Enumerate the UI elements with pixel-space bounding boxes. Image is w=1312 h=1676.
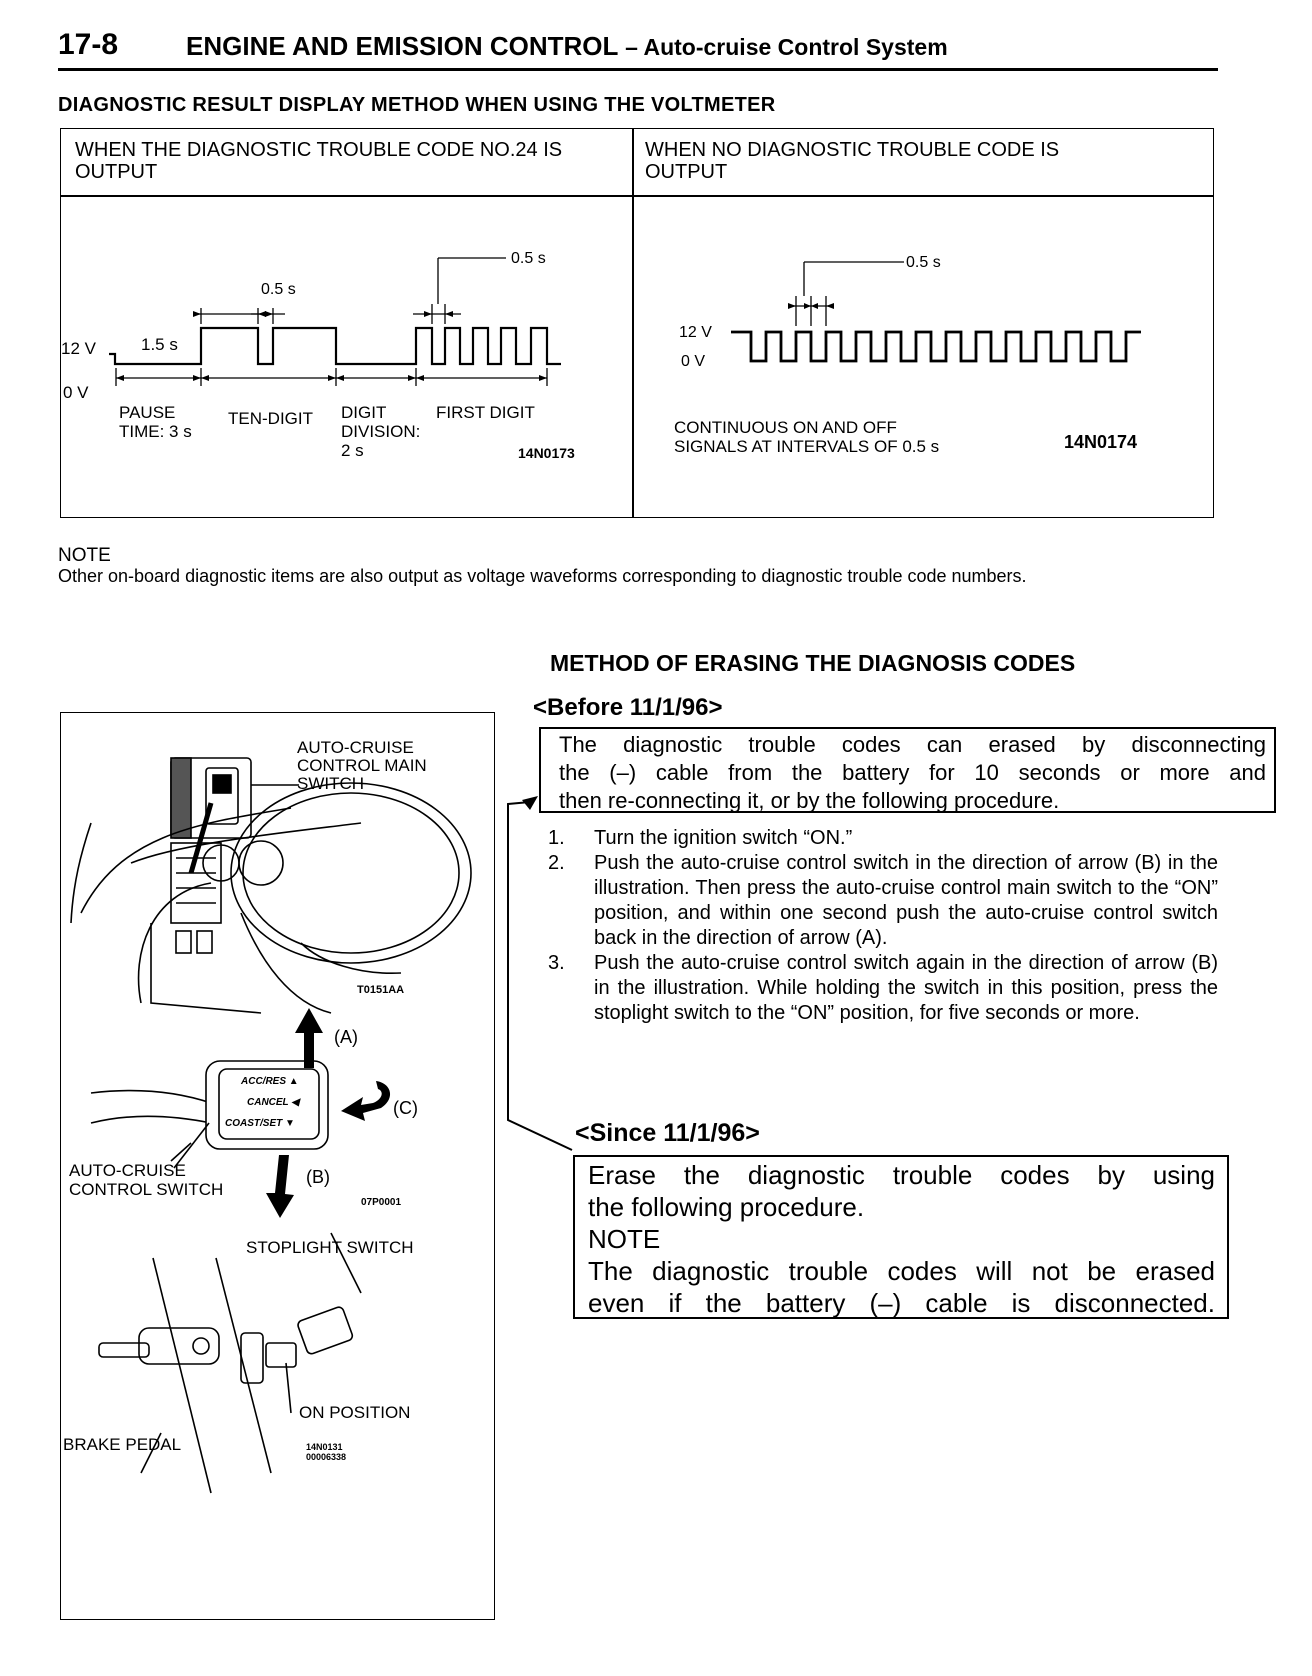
switch-acc-res: ACC/RES ▲ <box>241 1076 299 1087</box>
step-1-text: Turn the ignition switch “ON.” <box>594 827 853 849</box>
arrow-c-icon <box>341 1081 390 1121</box>
step-2-text: Push the auto-cruise control switch in the direction of arrow (B) in the illustration. Then press the auto-cruise control main switch to the “ON” position, and within one second push the auto-cruise control switch back in the direction of arrow (A). <box>594 852 1218 949</box>
right-0v-label: 0 V <box>681 353 706 370</box>
voltmeter-table <box>60 128 1214 518</box>
before-line-2: the (–) cable from the battery for 10 seconds or more and <box>559 760 1266 785</box>
left-header-line1: WHEN THE DIAGNOSTIC TROUBLE CODE NO.24 IS <box>75 139 563 161</box>
figure-code-07p0001: 07P0001 <box>361 1197 402 1208</box>
left-0-5s-label-a: 0.5 s <box>261 281 296 298</box>
arrow-b-label: (B) <box>306 1167 330 1187</box>
header-rule <box>58 68 1218 71</box>
cruise-switch-label-2: CONTROL SWITCH <box>69 1180 224 1199</box>
right-header-line2: OUTPUT <box>645 161 728 183</box>
figure-code-14n0173: 14N0173 <box>518 445 575 461</box>
left-12v-label: 12 V <box>61 339 96 358</box>
figure-code-14n0131: 14N0131 <box>306 1442 343 1452</box>
step-3-text: Push the auto-cruise control switch again in the direction of arrow (B) in the illustration. While holding the switch in this position, press the stoplight switch to the “ON” position, for five seconds or more. <box>594 952 1218 1024</box>
switch-illustration <box>60 712 495 1620</box>
right-header-line1: WHEN NO DIAGNOSTIC TROUBLE CODE IS <box>645 139 1060 161</box>
voltmeter-heading: DIAGNOSTIC RESULT DISPLAY METHOD WHEN USING THE VOLTMETER <box>58 94 776 116</box>
note-text: Other on-board diagnostic items are also output as voltage waveforms corresponding to diagnostic trouble code numbers. <box>58 566 1027 586</box>
since-line-2: the following procedure. <box>588 1192 865 1222</box>
code24-waveform <box>61 196 631 516</box>
page-title <box>186 31 948 62</box>
before-procedure-box <box>539 727 1276 813</box>
illustration-drawing <box>61 713 493 1618</box>
before-line-3: then re-connecting it, or by the following procedure. <box>559 788 1060 813</box>
step-1-number: 1. <box>548 827 565 849</box>
right-column-header <box>645 139 1059 183</box>
erase-heading: METHOD OF ERASING THE DIAGNOSIS CODES <box>550 650 1076 676</box>
step-3-number: 3. <box>548 952 565 974</box>
since-line-3: NOTE <box>588 1224 661 1254</box>
procedure-steps <box>548 826 1218 1026</box>
left-0v-label: 0 V <box>63 383 89 402</box>
figure-code-00006338: 00006338 <box>306 1452 347 1462</box>
brake-pedal-label: BRAKE PEDAL <box>63 1435 182 1454</box>
switch-cancel: CANCEL ◀ <box>247 1097 299 1108</box>
page-number: 17-8 <box>58 28 119 61</box>
since-label: <Since 11/1/96> <box>575 1119 760 1147</box>
switch-coast-set: COAST/SET ▼ <box>225 1118 295 1129</box>
step-2-number: 2. <box>548 852 565 874</box>
since-line-1: Erase the diagnostic trouble codes by using <box>588 1160 1215 1190</box>
stoplight-switch-label: STOPLIGHT SWITCH <box>246 1238 414 1257</box>
on-position-label: ON POSITION <box>299 1403 411 1422</box>
left-0-5s-label-b: 0.5 s <box>511 250 546 267</box>
pause-label-1: PAUSE <box>119 403 176 422</box>
before-line-1: The diagnostic trouble codes can erased by disconnecting <box>559 732 1266 757</box>
title-main: ENGINE AND EMISSION CONTROL <box>186 31 618 61</box>
since-line-5: even if the battery (–) cable is disconnected. <box>588 1288 1215 1318</box>
right-0-5s-label: 0.5 s <box>906 254 941 271</box>
left-1-5s-label: 1.5 s <box>141 335 178 354</box>
since-procedure-box <box>573 1155 1229 1319</box>
continuous-caption-2: SIGNALS AT INTERVALS OF 0.5 s <box>674 437 940 456</box>
step-2 <box>548 851 1218 951</box>
no-code-waveform <box>634 196 1212 516</box>
ten-digit-label: TEN-DIGIT <box>228 409 313 428</box>
pause-label-2: TIME: 3 s <box>119 422 192 441</box>
digit-division-label-2: DIVISION: <box>341 422 421 441</box>
main-switch-label-3: SWITCH <box>297 774 365 793</box>
note-heading: NOTE <box>58 545 111 566</box>
connector-arrow <box>500 780 590 1170</box>
title-subtitle: – Auto-cruise Control System <box>625 34 948 60</box>
step-1 <box>548 826 1218 851</box>
left-header-line2: OUTPUT <box>75 161 158 183</box>
digit-division-label-1: DIGIT <box>341 403 387 422</box>
continuous-caption-1: CONTINUOUS ON AND OFF <box>674 418 897 437</box>
main-switch-label-2: CONTROL MAIN <box>297 756 427 775</box>
arrow-a-label: (A) <box>334 1027 358 1047</box>
digit-division-label-3: 2 s <box>341 441 364 460</box>
step-3 <box>548 951 1218 1026</box>
arrow-b-icon <box>266 1155 294 1218</box>
main-switch-label-1: AUTO-CRUISE <box>297 738 414 757</box>
figure-code-t0151aa: T0151AA <box>357 984 405 996</box>
arrow-c-label: (C) <box>393 1098 418 1118</box>
since-line-4: The diagnostic trouble codes will not be erased <box>588 1256 1215 1286</box>
arrow-a-icon <box>295 1008 323 1068</box>
left-column-header <box>75 139 562 183</box>
right-12v-label: 12 V <box>679 324 712 341</box>
figure-code-14n0174: 14N0174 <box>1064 432 1138 452</box>
cruise-switch-label-1: AUTO-CRUISE <box>69 1161 186 1180</box>
before-label: <Before 11/1/96> <box>533 694 723 721</box>
first-digit-label: FIRST DIGIT <box>436 403 535 422</box>
